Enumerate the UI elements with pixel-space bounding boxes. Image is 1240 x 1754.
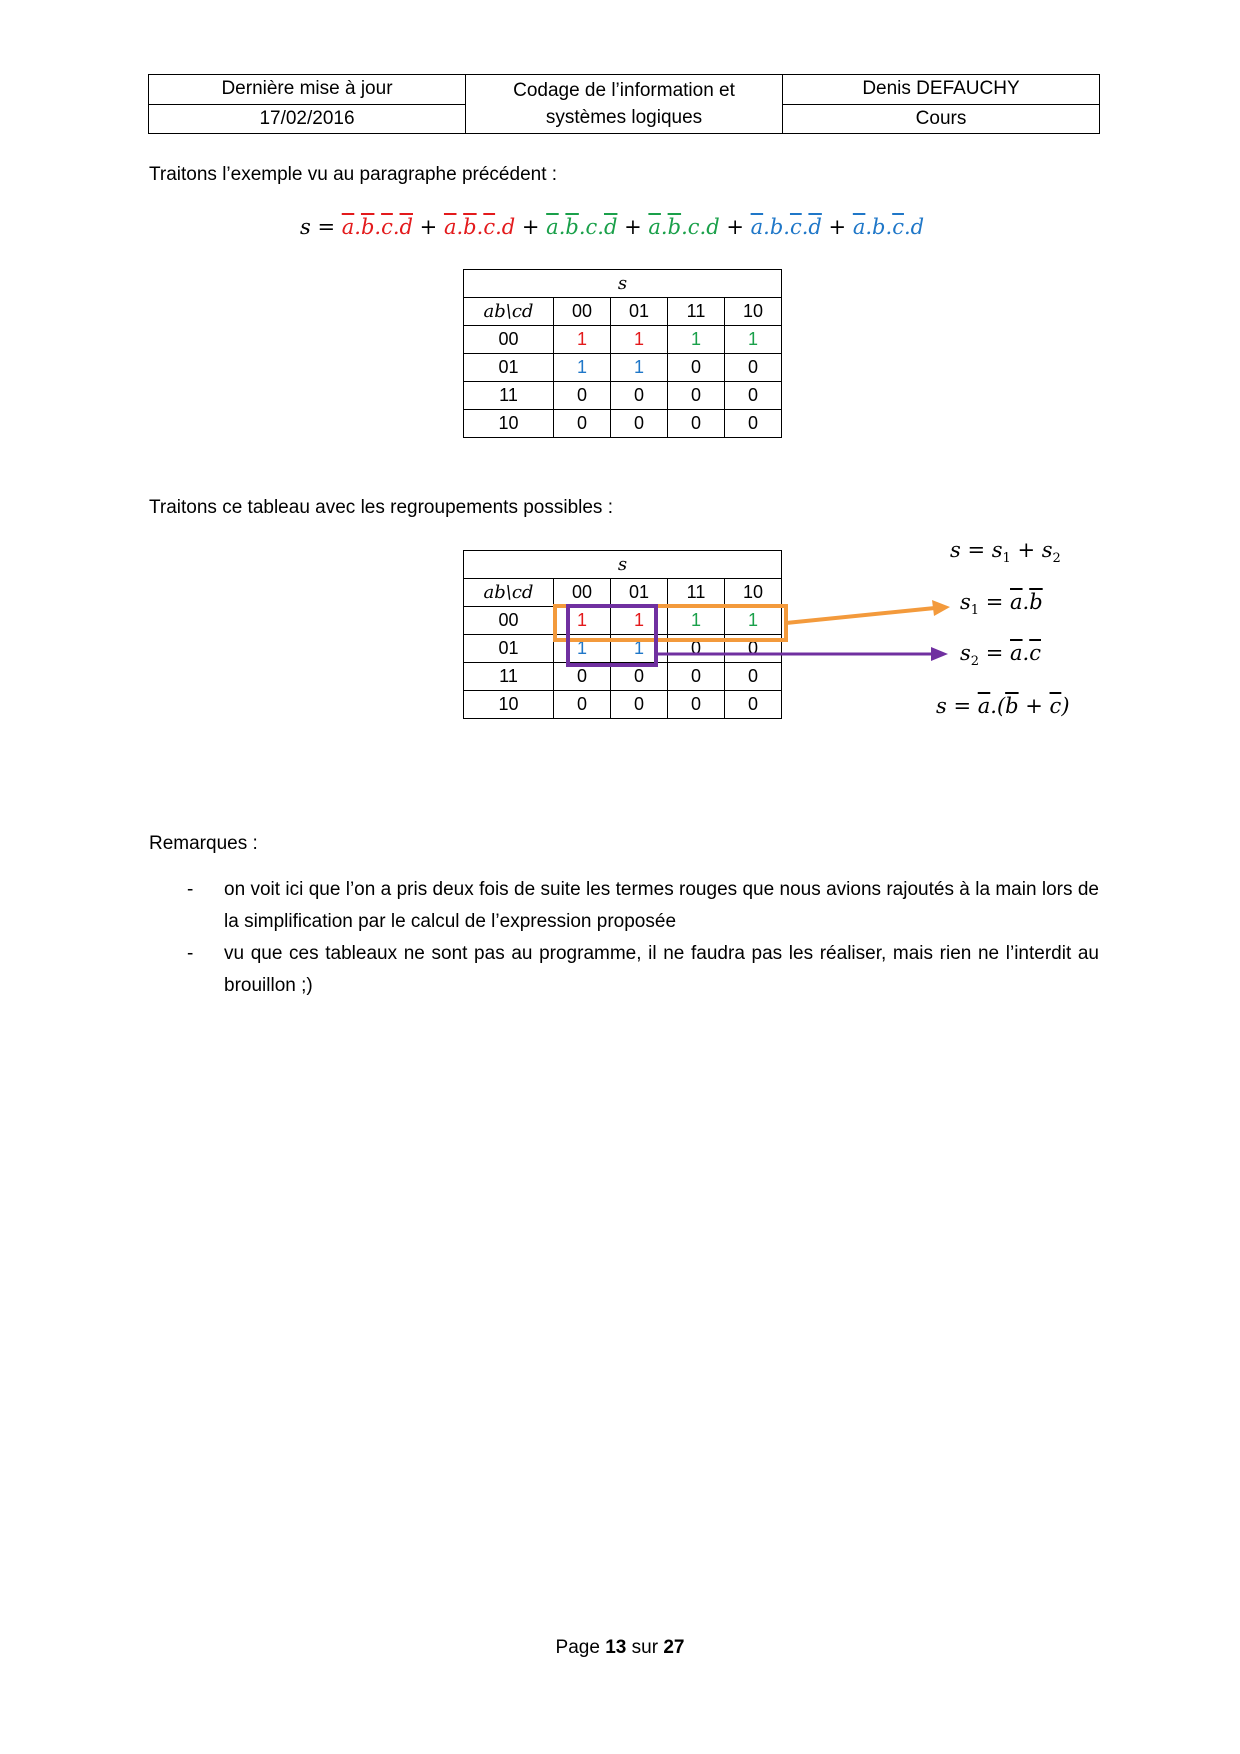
table-cell: 0 [611, 410, 668, 438]
table-corner-label: ab\cd [464, 298, 554, 326]
equation-variable: $\overline{d}$ [399, 215, 413, 239]
row-header: 11 [464, 663, 554, 691]
column-header: 10 [725, 579, 782, 607]
equation-variable: $\overline{d}$ [603, 215, 618, 239]
table-cell: 1 [611, 326, 668, 354]
result-s2: $s_2 = \overline{a}.\overline{c}$ [960, 641, 1041, 670]
page-word: Page [555, 1637, 600, 1658]
table-cell: 1 [725, 326, 782, 354]
table-cell: 0 [725, 410, 782, 438]
column-header: 11 [668, 579, 725, 607]
table-cell: 0 [611, 691, 668, 719]
row-header: 10 [464, 691, 554, 719]
equation-variable: $\overline{c}$ [381, 215, 393, 239]
course-title-line1: Codage de l’information et [513, 80, 735, 101]
table-cell: 0 [554, 663, 611, 691]
remarks-section [149, 828, 1099, 1002]
table-cell: 0 [668, 382, 725, 410]
table-cell: 0 [554, 410, 611, 438]
column-header: 01 [611, 579, 668, 607]
table-title: s [464, 551, 782, 579]
equation-variable: b [769, 215, 784, 239]
equation-term: $\overline{a}.\overline{b}.\overline{c}.d$ [443, 215, 516, 239]
equation-variable: $\overline{b}$ [360, 215, 375, 239]
row-header: 01 [464, 635, 554, 663]
table-cell: 1 [611, 635, 668, 663]
last-update-label: Dernière mise à jour [149, 75, 466, 105]
author: Denis DEFAUCHY [783, 75, 1100, 105]
table-cell: 0 [668, 663, 725, 691]
total-pages: 27 [663, 1637, 685, 1658]
equation-variable: $\overline{b}$ [463, 215, 477, 239]
table-cell: 0 [554, 382, 611, 410]
equation-plus: + [617, 215, 649, 239]
equation-variable: $\overline{b}$ [667, 215, 682, 239]
equation-term: $\overline{a}.b.\overline{c}.\overline{d}$ [750, 215, 822, 239]
row-header: 10 [464, 410, 554, 438]
purple-group-rect [568, 606, 656, 665]
table-cell: 1 [611, 607, 668, 635]
equation-variable: c [687, 215, 700, 239]
equation-variable: d [501, 215, 516, 239]
equation-variable: $\overline{c}$ [483, 215, 496, 239]
equation-term: $\overline{a}.b.\overline{c}.d$ [852, 215, 925, 239]
equation-variable: d [706, 215, 720, 239]
table-cell: 0 [611, 663, 668, 691]
row-header: 01 [464, 354, 554, 382]
table-cell: 0 [725, 354, 782, 382]
row-header: 11 [464, 382, 554, 410]
equation-variable: $\overline{a}$ [852, 215, 866, 239]
orange-group-rect [555, 606, 786, 640]
result-sum: $s = s_1 + s_2$ [950, 538, 1061, 567]
column-header: 10 [725, 298, 782, 326]
table-cell: 0 [668, 354, 725, 382]
table-cell: 1 [554, 607, 611, 635]
equation-plus: + [413, 215, 444, 239]
table-corner-label: ab\cd [464, 579, 554, 607]
row-header: 00 [464, 326, 554, 354]
table-title: s [464, 270, 782, 298]
table-cell: 0 [725, 635, 782, 663]
table-cell: 0 [725, 382, 782, 410]
course-title-line2: systèmes logiques [545, 107, 703, 128]
table-cell: 0 [554, 691, 611, 719]
remark-item: - vu que ces tableaux ne sont pas au programme, il ne faudra pas les réaliser, mais rien ne l’interdit au brouillon ;) [187, 943, 1099, 996]
equation-variable: $\overline{a}$ [546, 215, 559, 239]
equation-variable: $\overline{a}$ [443, 215, 457, 239]
table-cell: 1 [554, 635, 611, 663]
of-word: sur [631, 1637, 659, 1658]
table-cell: 1 [668, 607, 725, 635]
equation-plus: + [515, 215, 547, 239]
equation-term: $\overline{a}.\overline{b}.\overline{c}.\overline{d}$ [341, 215, 413, 239]
equation-term: $\overline{a}.\overline{b}.c.\overline{d}$ [546, 215, 618, 239]
equation-variable: $\overline{a}$ [341, 215, 355, 239]
table-cell: 1 [611, 354, 668, 382]
equation-plus: + [719, 215, 751, 239]
page-footer [0, 1637, 1240, 1659]
table-cell: 0 [725, 691, 782, 719]
remarks-list [149, 874, 1099, 1002]
grouping-text: Traitons ce tableau avec les regroupements possibles : [149, 497, 613, 518]
equation-variable: b [872, 215, 886, 239]
column-header: 00 [554, 298, 611, 326]
result-s1: $s_1 = \overline{a}.\overline{b}$ [960, 590, 1043, 619]
orange-arrow-line [786, 608, 935, 623]
doc-type: Cours [783, 104, 1100, 134]
table-cell: 1 [554, 326, 611, 354]
equation-variable: $\overline{c}$ [892, 215, 904, 239]
table-cell: 0 [611, 382, 668, 410]
equation-plus: + [821, 215, 853, 239]
table-cell: 0 [668, 635, 725, 663]
intro-text: Traitons l’exemple vu au paragraphe précédent : [149, 164, 558, 185]
table-cell: 1 [554, 354, 611, 382]
purple-arrow-head [931, 647, 948, 661]
equation-variable: $\overline{a}$ [648, 215, 661, 239]
column-header: 00 [554, 579, 611, 607]
equation-variable: $\overline{d}$ [808, 215, 822, 239]
column-header: 01 [611, 298, 668, 326]
equation-variable: d [910, 215, 925, 239]
table-cell: 1 [725, 607, 782, 635]
result-final: $s = \overline{a}.(\overline{b} + \overline{c})$ [936, 694, 1070, 718]
page-number: 13 [605, 1637, 627, 1658]
table-cell: 0 [668, 691, 725, 719]
equation-variable: $\overline{c}$ [789, 215, 802, 239]
equation-lhs: s = [300, 215, 342, 239]
equation-variable: c [585, 215, 598, 239]
equation-variable: $\overline{b}$ [565, 215, 579, 239]
table-cell: 1 [668, 326, 725, 354]
remark-item: - on voit ici que l’on a pris deux fois de suite les termes rouges que nous avions rajoutés à la main lors de la simplification par le calcul de l’expression proposée [187, 879, 1099, 932]
equation-variable: $\overline{a}$ [750, 215, 764, 239]
update-date: 17/02/2016 [149, 104, 466, 134]
column-header: 11 [668, 298, 725, 326]
orange-arrow-head [932, 600, 950, 616]
remarks-title: Remarques : [149, 833, 258, 854]
row-header: 00 [464, 607, 554, 635]
table-cell: 0 [668, 410, 725, 438]
equation-term: $\overline{a}.\overline{b}.c.d$ [648, 215, 720, 239]
table-cell: 0 [725, 663, 782, 691]
